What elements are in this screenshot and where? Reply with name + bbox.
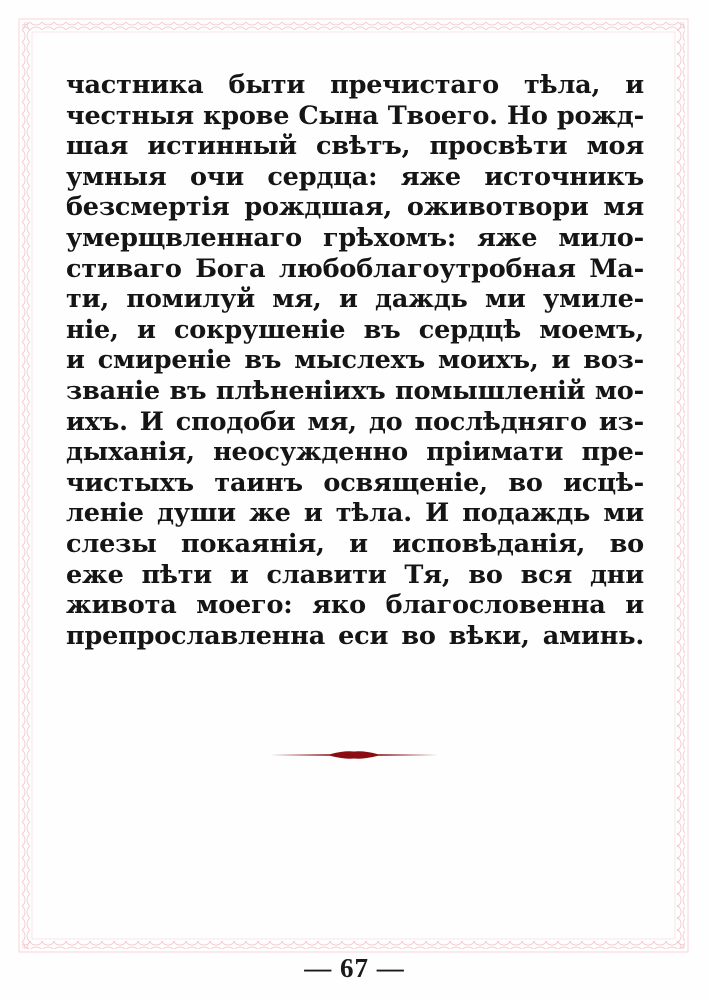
text-line: еже пѣти и славити Тя, во вся дни <box>66 559 644 590</box>
text-line: и смиреніе въ мыслехъ моихъ, и воз- <box>66 345 644 376</box>
page-number: — 67 — <box>304 953 405 983</box>
text-line: ти, помилуй мя, и даждь ми умиле- <box>66 284 644 315</box>
text-line: честныя крове Сына Твоего. Но рожд- <box>66 100 644 131</box>
prayer-text <box>66 70 644 651</box>
text-line: умерщвленнаго грѣхомъ: яже мило- <box>66 222 644 253</box>
text-line: живота моего: яко благословенна и <box>66 590 644 621</box>
text-line: шая истинный свѣтъ, просвѣти моя <box>66 131 644 162</box>
text-line: препрославленна еси во вѣки, аминь. <box>66 620 644 651</box>
text-line: ихъ. И сподоби мя, до послѣдняго из- <box>66 406 644 437</box>
text-line: слезы покаянія, и исповѣданія, во <box>66 528 644 559</box>
text-line: стиваго Бога любоблагоутробная Ма- <box>66 253 644 284</box>
text-line: дыханія, неосужденно пріимати пре- <box>66 437 644 468</box>
text-line: чистыхъ таинъ освященіе, во исцѣ- <box>66 467 644 498</box>
text-line: ніе, и сокрушеніе въ сердцѣ моемъ, <box>66 314 644 345</box>
ornamental-divider <box>270 747 438 763</box>
text-line: безсмертія рождшая, оживотвори мя <box>66 192 644 223</box>
text-line: частника быти пречистаго тѣла, и <box>66 70 644 100</box>
text-line: умныя очи сердца: яже источникъ <box>66 161 644 192</box>
text-line: званіе въ плѣненіихъ помышленій мо- <box>66 375 644 406</box>
text-line: леніе души же и тѣла. И подаждь ми <box>66 498 644 529</box>
